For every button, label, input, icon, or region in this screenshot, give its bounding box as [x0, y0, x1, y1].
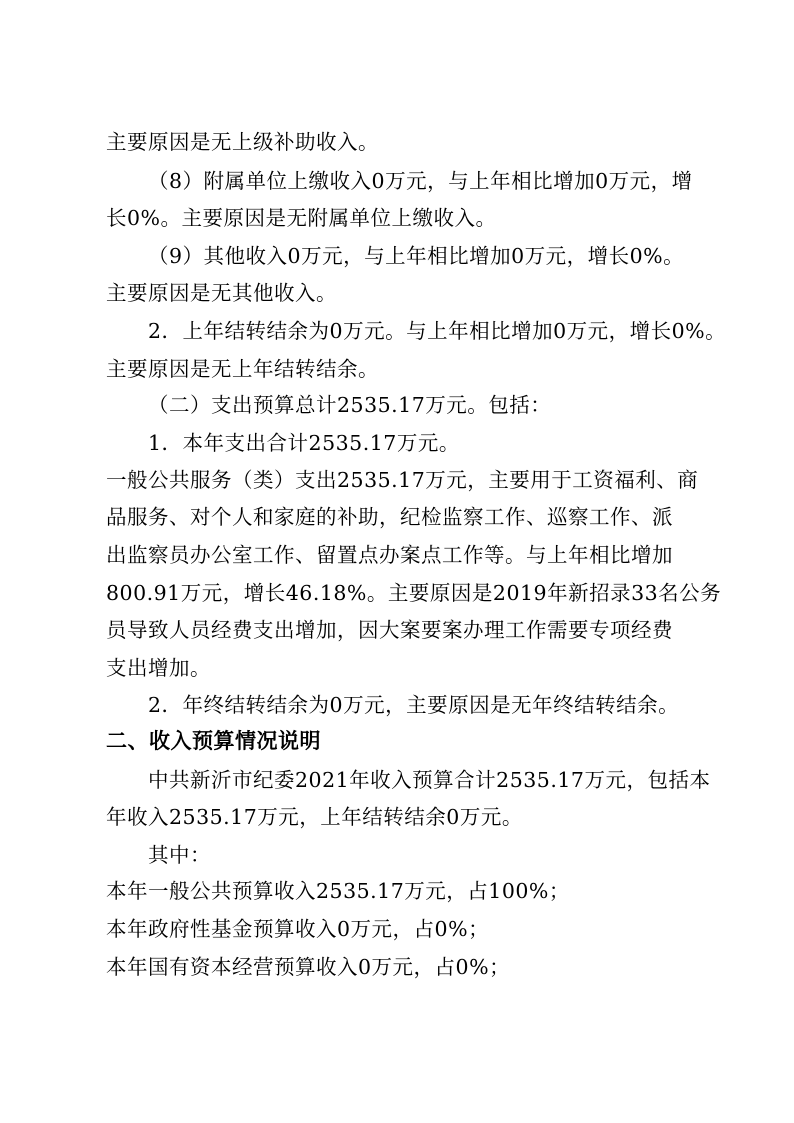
text-line: 800.91万元，增长46.18%。主要原因是2019年新招录33名公务: [106, 581, 722, 605]
text-line: （二）支出预算总计2535.17万元。包括：: [148, 393, 552, 417]
text-line: 一般公共服务（类）支出2535.17万元，主要用于工资福利、商: [106, 468, 699, 492]
section-heading: 二、收入预算情况说明: [106, 729, 321, 753]
text-line: （9）其他收入0万元，与上年相比增加0万元，增长0%。: [148, 244, 685, 268]
text-line: 长0%。主要原因是无附属单位上缴收入。: [106, 206, 497, 230]
text-line: 主要原因是无其他收入。: [106, 281, 337, 305]
text-line: 其中：: [148, 843, 211, 867]
text-line: 2．年终结转结余为0万元，主要原因是无年终结转结余。: [148, 693, 680, 717]
text-line: 品服务、对个人和家庭的补助，纪检监察工作、巡察工作、派: [106, 505, 673, 529]
text-line: 1．本年支出合计2535.17万元。: [148, 431, 460, 455]
text-line: 本年一般公共预算收入2535.17万元，占100%；: [106, 879, 570, 903]
text-line: 员导致人员经费支出增加，因大案要案办理工作需要专项经费: [106, 618, 673, 642]
text-line: 2．上年结转结余为0万元。与上年相比增加0万元，增长0%。: [148, 319, 727, 343]
text-line: 中共新沂市纪委2021年收入预算合计2535.17万元，包括本: [148, 768, 711, 792]
text-line: 出监察员办公室工作、留置点办案点工作等。与上年相比增加: [106, 543, 673, 567]
text-line: 本年国有资本经营预算收入0万元，占0%；: [106, 955, 511, 979]
text-line: （8）附属单位上缴收入0万元，与上年相比增加0万元，增: [148, 169, 693, 193]
text-line: 主要原因是无上级补助收入。: [106, 130, 379, 154]
text-line: 年收入2535.17万元，上年结转结余0万元。: [106, 805, 523, 829]
text-line: 本年政府性基金预算收入0万元，占0%；: [106, 917, 490, 941]
text-line: 主要原因是无上年结转结余。: [106, 357, 379, 381]
text-line: 支出增加。: [106, 656, 211, 680]
